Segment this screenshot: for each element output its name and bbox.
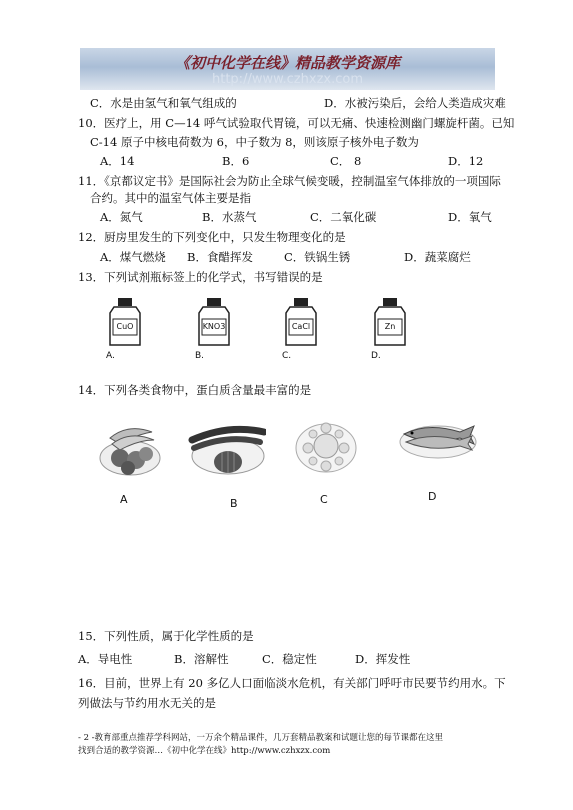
q12-option-c: C．铁锅生锈: [284, 250, 351, 264]
footer-line2: 找到合适的教学资源…《初中化学在线》http://www.czhxzx.com: [78, 746, 331, 756]
food-d-caption: D: [428, 490, 437, 503]
bottle-d: [369, 297, 411, 347]
q15-option-d: D．挥发性: [355, 652, 411, 666]
bottle-c: [280, 297, 322, 347]
q12-line: 12．厨房里发生的下列变化中，只发生物理变化的是: [78, 230, 346, 244]
rice-plate-image: [294, 418, 358, 476]
food-b-caption: B: [230, 497, 238, 510]
q10-option-b: B．6: [222, 154, 250, 168]
page-footer: [78, 732, 443, 758]
sausage-pumpkin-image: [188, 420, 266, 478]
banner-url: http://www.czhxzx.com: [212, 72, 363, 87]
q15-option-a: A．导电性: [78, 652, 133, 666]
bottle-b-label: KNO3: [202, 322, 226, 331]
bottle-a-caption: A.: [106, 351, 115, 361]
q11-option-c: C．二氧化碳: [310, 210, 377, 224]
q15-line: 15．下列性质，属于化学性质的是: [78, 629, 254, 643]
food-a-caption: A: [120, 493, 128, 506]
banner-title: 《初中化学在线》精品教学资源库: [174, 54, 400, 72]
bottle-a: [104, 297, 146, 347]
q15-option-c: C．稳定性: [262, 652, 317, 666]
q10-option-d: D．12: [448, 154, 484, 168]
bottle-b-caption: B.: [195, 351, 205, 361]
bottle-d-caption: D.: [371, 351, 381, 361]
q14-line: 14．下列各类食物中，蛋白质含量最丰富的是: [78, 383, 312, 397]
q9-option-d: D．水被污染后，会给人类造成灾难: [324, 96, 506, 110]
q10-line2: C-14 原子中核电荷数为 6，中子数为 8，则该原子核外电子数为: [90, 135, 419, 149]
q11-line1: 11．《京都议定书》是国际社会为防止全球气候变暖，控制温室气体排放的一项国际: [78, 174, 501, 188]
q10-option-a: A．14: [100, 154, 135, 168]
header-banner: [80, 48, 495, 90]
bottle-d-label: Zn: [384, 322, 396, 331]
bottle-b: [193, 297, 235, 347]
q11-option-b: B．水蒸气: [202, 210, 257, 224]
q12-option-b: B．食醋挥发: [187, 250, 253, 264]
q10-option-c: C． 8: [330, 154, 362, 168]
bottle-c-caption: C.: [282, 351, 292, 361]
q11-line2: 合约。其中的温室气体主要是指: [90, 191, 251, 205]
fruit-plate-image: [98, 418, 162, 478]
q11-option-a: A．氮气: [100, 210, 143, 224]
fish-plate-image: [398, 412, 478, 462]
q16-line2: 列做法与节约用水无关的是: [78, 696, 216, 710]
q12-option-a: A．煤气燃烧: [100, 250, 166, 264]
q9-option-c: C．水是由氢气和氧气组成的: [90, 96, 237, 110]
q16-line1: 16．目前，世界上有 20 多亿人口面临淡水危机，有关部门呼吁市民要节约用水。下: [78, 676, 506, 690]
q10-line1: 10．医疗上，用 C—14 呼气试验取代胃镜，可以无痛、快速检测幽门螺旋杆菌。已知: [78, 116, 515, 130]
q11-option-d: D．氧气: [448, 210, 492, 224]
q12-option-d: D．蔬菜腐烂: [404, 250, 471, 264]
q13-line: 13．下列试剂瓶标签上的化学式，书写错误的是: [78, 270, 323, 284]
q15-option-b: B．溶解性: [174, 652, 229, 666]
bottle-c-label: CaCl: [291, 322, 311, 331]
bottle-a-label: CuO: [116, 322, 134, 331]
food-c-caption: C: [320, 493, 328, 506]
footer-line1: - 2 -教育部重点推荐学科网站，一万余个精品课件，几万套精品教案和试题让您的每节课都在这里: [78, 733, 444, 743]
